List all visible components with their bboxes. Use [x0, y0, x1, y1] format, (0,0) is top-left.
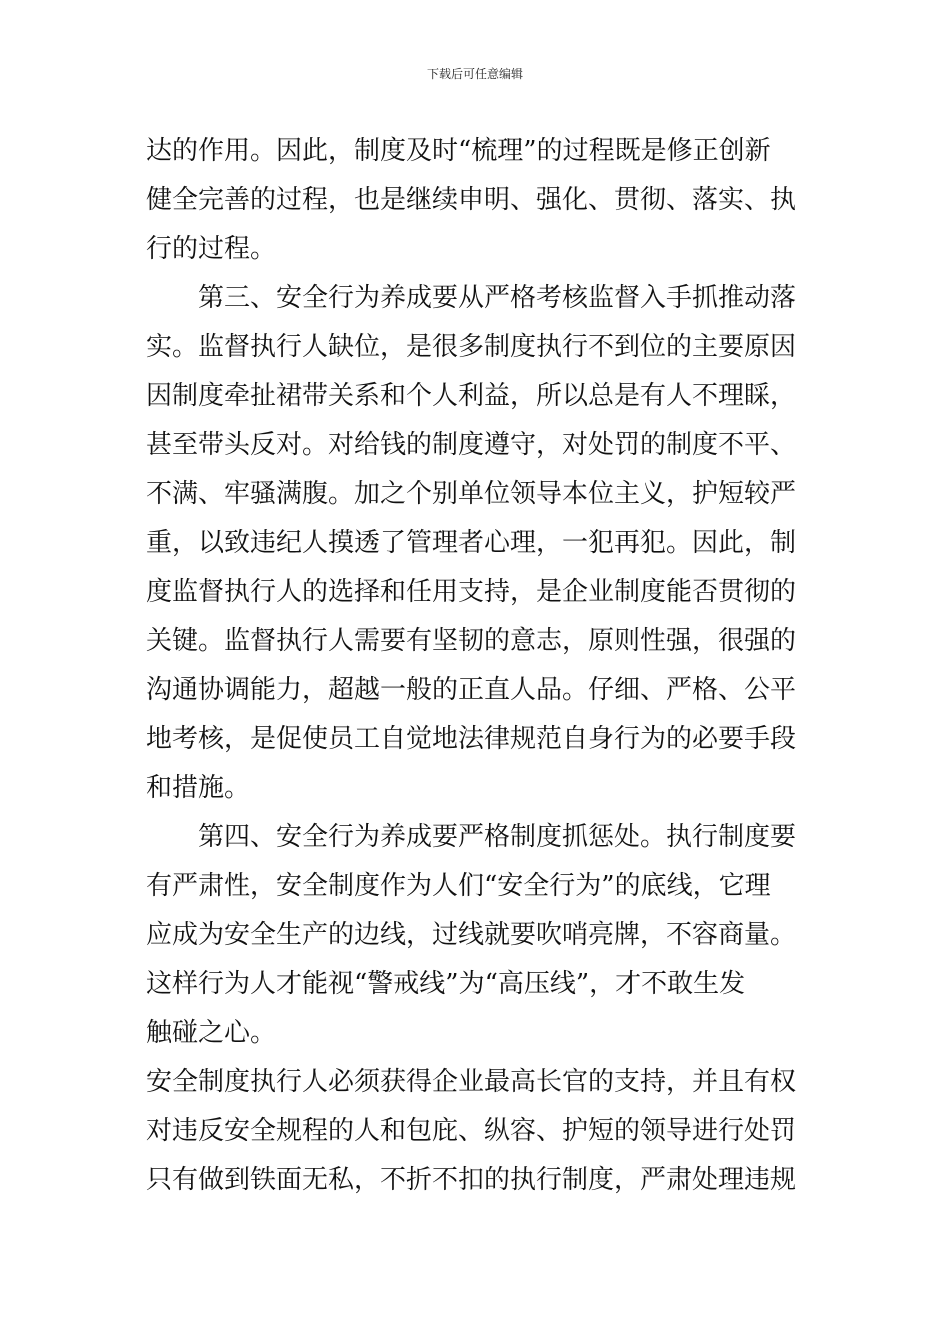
text-line: 不满、牢骚满腹。加之个别单位领导本位主义，护短较严 [146, 479, 797, 509]
paragraph [146, 127, 808, 274]
text-line: 第三、安全行为养成要从严格考核监督入手抓推动落 [198, 283, 797, 313]
text-line: 只有做到铁面无私，不折不扣的执行制度，严肃处理违规 [146, 1165, 797, 1195]
text-line: 重，以致违纪人摸透了管理者心理，一犯再犯。因此，制 [146, 528, 797, 558]
document-body [146, 127, 808, 1205]
paragraph [146, 274, 808, 813]
text-line: 沟通协调能力，超越一般的正直人品。仔细、严格、公平 [146, 675, 797, 705]
page-header-note: 下载后可任意编辑 [426, 67, 523, 81]
text-line: 对违反安全规程的人和包庇、纵容、护短的领导进行处罚 [146, 1116, 797, 1146]
text-line: 健全完善的过程，也是继续申明、强化、贯彻、落实、执 [146, 185, 797, 215]
text-line: 关键。监督执行人需要有坚韧的意志，原则性强，很强的 [146, 626, 797, 656]
text-line: 度监督执行人的选择和任用支持，是企业制度能否贯彻的 [146, 577, 797, 607]
text-line: 甚至带头反对。对给钱的制度遵守，对处罚的制度不平、 [146, 430, 797, 460]
text-line: 实。监督执行人缺位，是很多制度执行不到位的主要原因 [146, 332, 797, 362]
text-line: 安全制度执行人必须获得企业最高长官的支持，并且有权 [146, 1067, 797, 1097]
text-line: 第四、安全行为养成要严格制度抓惩处。执行制度要 [198, 822, 797, 852]
paragraph [146, 813, 808, 1058]
text-line: 达的作用。因此，制度及时“梳理”的过程既是修正创新 [146, 136, 771, 166]
text-line: 和措施。 [146, 773, 251, 803]
paragraph [146, 1058, 808, 1205]
text-line: 地考核，是促使员工自觉地法律规范自身行为的必要手段 [146, 724, 797, 754]
text-line: 这样行为人才能视“警戒线”为“高压线”，才不敢生发 [146, 969, 746, 999]
text-line: 因制度牵扯裙带关系和个人利益，所以总是有人不理睬， [146, 381, 797, 411]
text-line: 应成为安全生产的边线，过线就要吹哨亮牌，不容商量。 [146, 920, 797, 950]
text-line: 有严肃性，安全制度作为人们“安全行为”的底线，它理 [146, 871, 771, 901]
text-line: 行的过程。 [146, 234, 277, 264]
text-line: 触碰之心。 [146, 1018, 277, 1048]
